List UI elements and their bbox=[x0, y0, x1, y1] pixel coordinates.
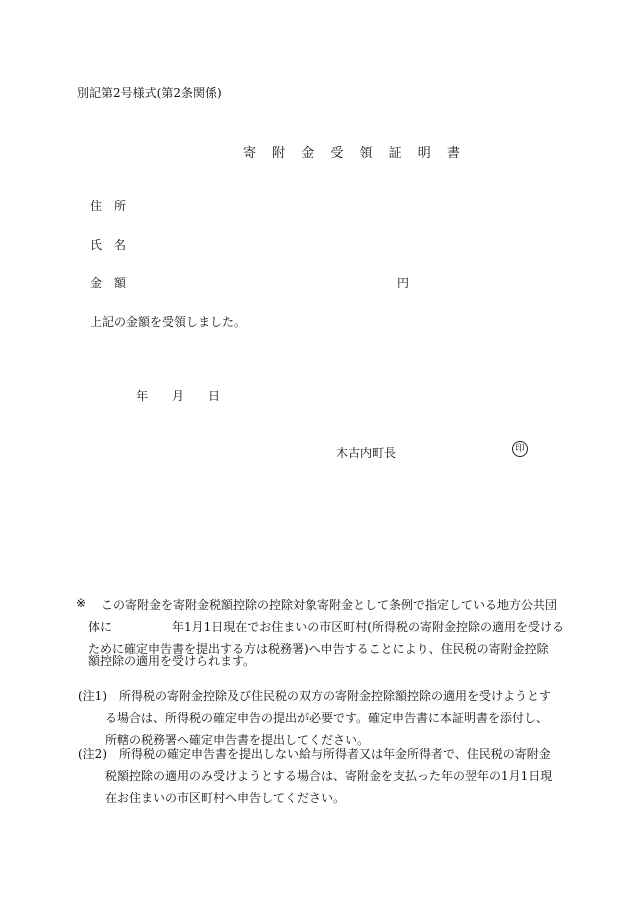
seal-mark: 印 bbox=[512, 441, 528, 457]
amount-unit: 円 bbox=[397, 276, 410, 290]
star-note-line: 体に 年1月1日現在でお住まいの市区町村(所得税の寄附金控除の適用を受ける bbox=[88, 620, 564, 634]
note2-mark: (注2) bbox=[78, 747, 107, 761]
issuer-name: 木古内町長 bbox=[336, 446, 397, 460]
address-label: 住 所 bbox=[90, 199, 127, 213]
name-label: 氏 名 bbox=[90, 238, 127, 252]
note1-line: 所得税の寄附金控除及び住民税の双方の寄附金控除額控除の適用を受けようとす bbox=[119, 689, 552, 703]
note2-line: 所得税の確定申告書を提出しない給与所得者又は年金所得者で、住民税の寄附金 bbox=[119, 747, 551, 761]
received-statement: 上記の金額を受領しました。 bbox=[90, 315, 247, 329]
star-note-mark: ※ bbox=[76, 596, 87, 610]
document-title: 寄 附 金 受 領 証 明 書 bbox=[243, 146, 466, 161]
star-note-line: 額控除の適用を受けられます。 bbox=[88, 654, 256, 668]
note1-line: 所轄の税務署へ確定申告書を提出してください。 bbox=[105, 733, 370, 747]
date-day-label: 日 bbox=[208, 389, 221, 403]
date-month-label: 月 bbox=[172, 389, 185, 403]
date-year-label: 年 bbox=[136, 389, 149, 403]
form-reference: 別記第2号様式(第2条関係) bbox=[77, 86, 222, 100]
star-note-line: この寄附金を寄附金税額控除の控除対象寄附金として条例で指定している地方公共団 bbox=[101, 598, 558, 612]
note2-line: 税額控除の適用のみ受けようとする場合は、寄附金を支払った年の翌年の1月1日現 bbox=[105, 769, 553, 783]
star-note-line: ために確定申告書を提出する方は税務署)へ申告することにより、住民税の寄附金控除 bbox=[88, 642, 549, 656]
note1-line: る場合は、所得税の確定申告の提出が必要です。確定申告書に本証明書を添付し、 bbox=[105, 711, 549, 725]
note1-mark: (注1) bbox=[78, 689, 107, 703]
note2-line: 在お住まいの市区町村へ申告してください。 bbox=[105, 791, 346, 805]
amount-label: 金 額 bbox=[90, 276, 127, 290]
